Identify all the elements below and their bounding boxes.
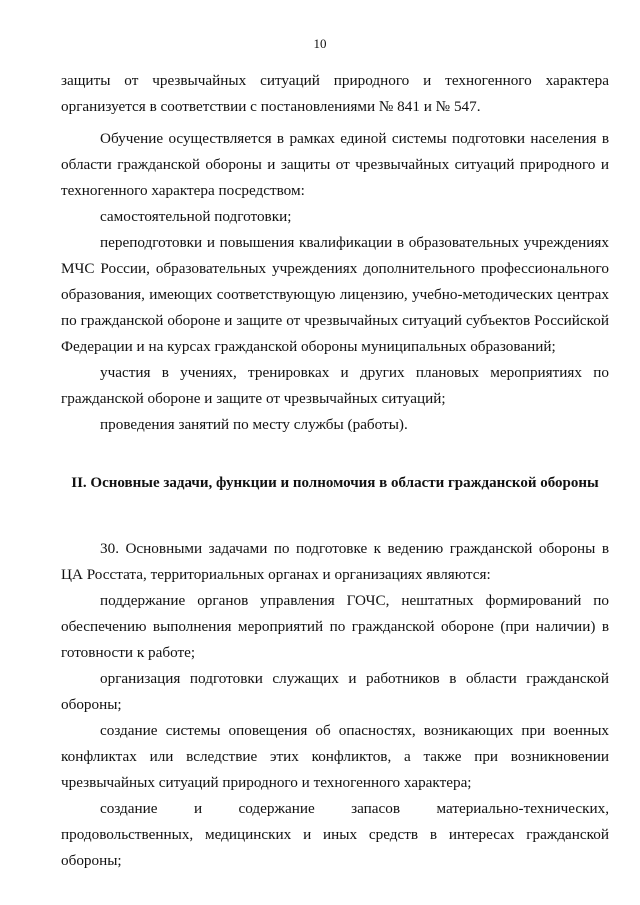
page-number: 10: [313, 36, 327, 51]
list-item: организация подготовки служащих и работников в области гражданской обороны;: [61, 670, 609, 713]
paragraph: 30. Основными задачами по подготовке к ведению гражданской обороны в ЦА Росстата, территориальных органах и организациях являются:: [61, 540, 609, 583]
list-item: проведения занятий по месту службы (работы).: [100, 416, 408, 433]
list-item: участия в учениях, тренировках и других плановых мероприятиях по гражданской обороне и защите от чрезвычайных ситуаций;: [61, 364, 609, 407]
list-item: создание и содержание запасов материально-технических, продовольственных, медицинских и иных средств в интересах гражданской обороны;: [61, 800, 609, 869]
paragraph: Обучение осуществляется в рамках единой системы подготовки населения в области гражданской обороны и защиты от чрезвычайных ситуаций природного и техногенного характера посредством:: [61, 130, 609, 199]
section-heading: II. Основные задачи, функции и полномочия в области гражданской обороны: [71, 475, 599, 491]
list-item: поддержание органов управления ГОЧС, нештатных формирований по обеспечению выполнения мероприятий по гражданской обороне (при наличии) в готовности к работе;: [61, 592, 609, 661]
paragraph: защиты от чрезвычайных ситуаций природного и техногенного характера организуется в соответствии с постановлениями № 841 и № 547.: [61, 72, 609, 115]
list-item: создание системы оповещения об опасностях, возникающих при военных конфликтах или вследствие этих конфликтов, а также при возникновении чрезвычайных ситуаций природного и техногенного характера;: [61, 722, 609, 791]
list-item: самостоятельной подготовки;: [100, 208, 292, 225]
page-content: [61, 68, 609, 874]
list-item: переподготовки и повышения квалификации в образовательных учреждениях МЧС России, образовательных учреждениях дополнительного профессионального образования, имеющих соответствующую лицензию, учебно-методических центрах по гражданской обороне и защите от чрезвычайных ситуаций субъектов Российской Федерации и на курсах гражданской обороны муниципальных образований;: [61, 234, 609, 355]
